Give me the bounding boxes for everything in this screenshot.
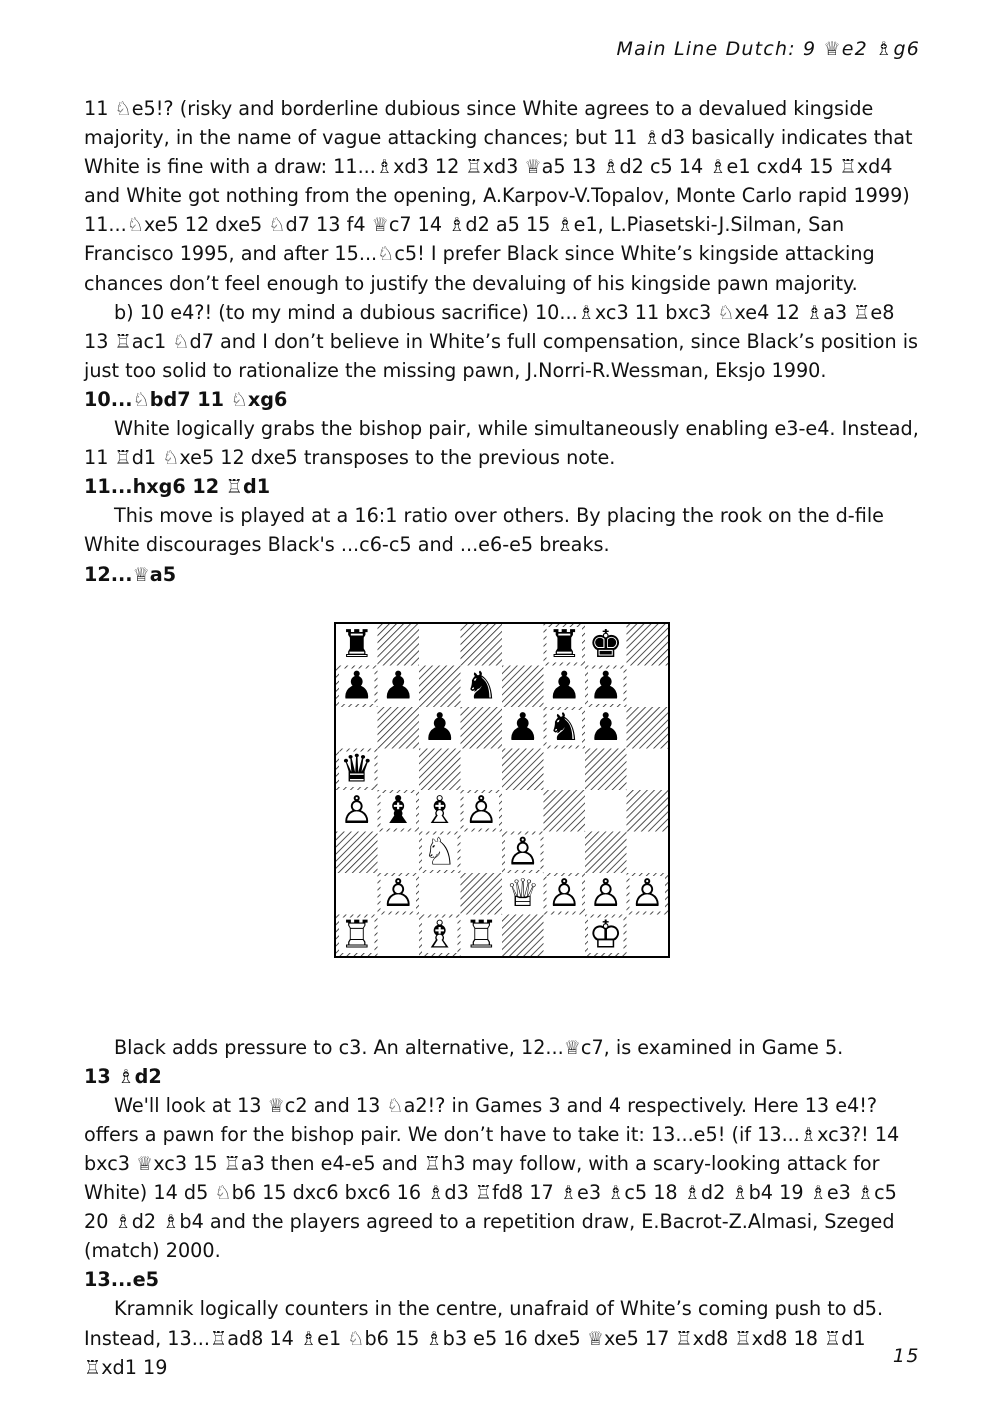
move-heading: 13...e5 xyxy=(84,1268,159,1292)
paragraph: We'll look at 13 ♕c2 and 13 ♘a2!? in Games 3 and 4 respectively. Here 13 e4!? offers a pawn for the bishop pair. We don’t have to take it: 13...e5! (if 13...♗xc3?! 14 bxc3 ♕xc3 15 ♖a3 then e4-e5 and ♖h3 may follow, with a scary-looking attack for White) 14 d5 ♘b6 15 dxc6 bxc6 16 ♗d3 ♖fd8 17 ♗e3 ♗c5 18 ♗d2 ♗b4 19 ♗e3 ♗c5 20 ♗d2 ♗b4 and the players agreed to a repetition draw, E.Bacrot-Z.Almasi, Szeged (match) 2000. xyxy=(84,1093,900,1263)
dark-square xyxy=(627,624,669,666)
white-king-piece: ♔ xyxy=(588,913,623,958)
move-heading: 12...♕a5 xyxy=(84,562,177,586)
black-pawn-piece: ♟ xyxy=(505,705,540,750)
chess-diagram xyxy=(84,589,920,1033)
black-pawn-piece: ♟ xyxy=(381,664,416,709)
dark-square xyxy=(585,748,627,790)
paragraph: Black adds pressure to c3. An alternative, 12...♕c7, is examined in Game 5. xyxy=(114,1035,844,1059)
white-pawn-piece: ♙ xyxy=(505,830,540,875)
black-pawn-piece: ♟ xyxy=(588,705,623,750)
white-pawn-piece: ♙ xyxy=(630,871,665,916)
paragraph: White logically grabs the bishop pair, while simultaneously enabling e3-e4. Instead, 11 ♖d1 ♘xe5 12 dxe5 transposes to the previous note. xyxy=(84,417,919,470)
black-pawn-piece: ♟ xyxy=(339,664,374,709)
black-queen-piece: ♛ xyxy=(339,747,374,792)
paragraph: This move is played at a 16:1 ratio over others. By placing the rook on the d-file White discourages Black's ...c6-c5 and ...e6-e5 breaks. xyxy=(84,504,884,557)
white-bishop-piece: ♗ xyxy=(422,788,457,833)
white-knight-piece: ♘ xyxy=(422,830,457,875)
dark-square xyxy=(502,914,544,956)
white-pawn-piece: ♙ xyxy=(547,871,582,916)
black-pawn-piece: ♟ xyxy=(588,664,623,709)
paragraph: Kramnik logically counters in the centre, unafraid of White’s coming push to d5. Instead, 13...♖ad8 14 ♗e1 ♘b6 15 ♗b3 e5 16 dxe5 ♕xe5 17 ♖xd8 ♖xd8 18 ♖d1 ♖xd1 19 xyxy=(84,1297,884,1379)
black-rook-piece: ♜ xyxy=(547,622,582,667)
page-number: 15 xyxy=(892,1345,920,1367)
white-rook-piece: ♖ xyxy=(464,913,499,958)
white-pawn-piece: ♙ xyxy=(464,788,499,833)
running-header: Main Line Dutch: 9 ♕e2 ♗g6 xyxy=(616,38,920,60)
dark-square xyxy=(336,831,378,873)
white-bishop-piece: ♗ xyxy=(422,913,457,958)
white-pawn-piece: ♙ xyxy=(381,871,416,916)
dark-square xyxy=(627,707,669,749)
page-body xyxy=(84,94,920,1382)
dark-square xyxy=(461,624,503,666)
white-pawn-piece: ♙ xyxy=(588,871,623,916)
move-heading: 11...hxg6 12 ♖d1 xyxy=(84,475,271,499)
dark-square xyxy=(378,707,420,749)
move-heading: 10...♘bd7 11 ♘xg6 xyxy=(84,387,288,411)
black-knight-piece: ♞ xyxy=(547,705,582,750)
dark-square xyxy=(419,665,461,707)
dark-square xyxy=(502,665,544,707)
dark-square xyxy=(461,873,503,915)
paragraph: 11 ♘e5!? (risky and borderline dubious since White agrees to a devalued kingside majority, in the name of vague attacking chances; but 11 ♗d3 basically indicates that White is fine with a draw: 11...♗xd3 12 ♖xd3 ♕a5 13 ♗d2 c5 14 ♗e1 cxd4 15 ♖xd4 and White got nothing from the opening, A.Karpov-V.Topalov, Monte Carlo rapid 1999) 11...♘xe5 12 dxe5 ♘d7 13 f4 ♕c7 14 ♗d2 a5 15 ♗e1, L.Piasetski-J.Silman, San Francisco 1995, and after 15...♘c5! I prefer Black since White’s kingside attacking chances don’t feel enough to justify the devaluing of his kingside pawn majority. xyxy=(84,97,913,295)
black-pawn-piece: ♟ xyxy=(547,664,582,709)
dark-square xyxy=(502,748,544,790)
black-rook-piece: ♜ xyxy=(339,622,374,667)
white-pawn-piece: ♙ xyxy=(339,788,374,833)
black-knight-piece: ♞ xyxy=(464,664,499,709)
dark-square xyxy=(544,790,586,832)
chessboard xyxy=(334,622,670,958)
paragraph: b) 10 e4?! (to my mind a dubious sacrifice) 10...♗xc3 11 bxc3 ♘xe4 12 ♗a3 ♖e8 13 ♖ac1 ♘d7 and I don’t believe in White’s full compensation, since Black’s position is just too solid to rationalize the missing pawn, J.Norri-R.Wessman, Eksjo 1990. xyxy=(84,300,919,382)
black-king-piece: ♚ xyxy=(588,622,623,667)
dark-square xyxy=(378,624,420,666)
white-queen-piece: ♕ xyxy=(505,871,540,916)
dark-square xyxy=(419,748,461,790)
move-heading: 13 ♗d2 xyxy=(84,1064,162,1088)
black-bishop-piece: ♝ xyxy=(381,788,416,833)
black-pawn-piece: ♟ xyxy=(422,705,457,750)
dark-square xyxy=(585,831,627,873)
dark-square xyxy=(461,707,503,749)
white-rook-piece: ♖ xyxy=(339,913,374,958)
dark-square xyxy=(627,790,669,832)
